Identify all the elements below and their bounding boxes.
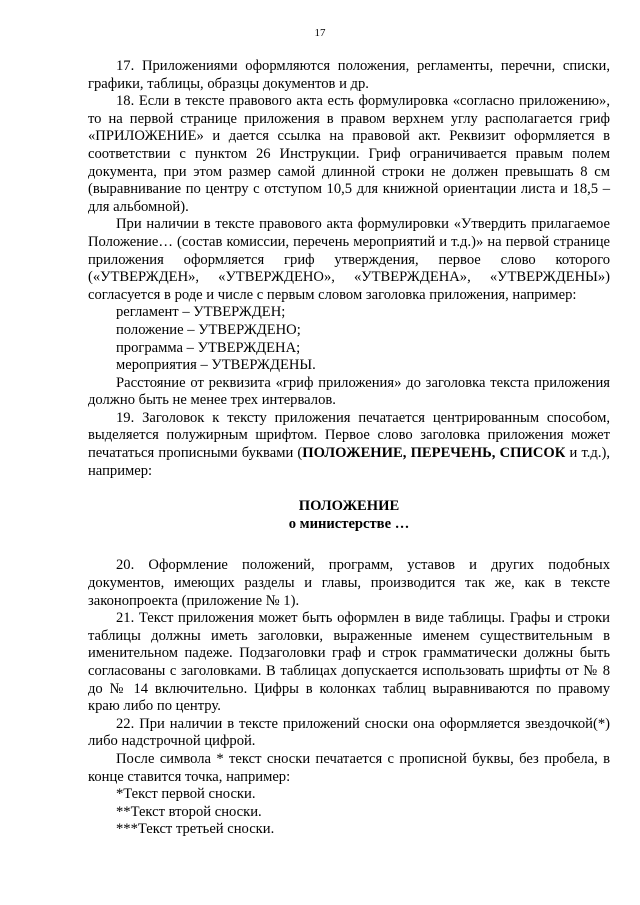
paragraph-19-text-end: и т.д.), например: bbox=[88, 445, 610, 479]
paragraph-17: 17. Приложениями оформляются положения, регламенты, перечни, списки, графики, таблицы, образцы документов и др. bbox=[88, 58, 610, 92]
paragraph-22: 22. При наличии в тексте приложений сноски она оформляется звездочкой(*) либо надстрочной цифрой. bbox=[88, 715, 610, 750]
example-item: регламент – УТВЕРЖДЕН; bbox=[116, 304, 286, 321]
paragraph-19 bbox=[88, 410, 610, 480]
paragraph-21: 21. Текст приложения может быть оформлен в виде таблицы. Графы и строки таблицы должны иметь заголовки, выраженные именем существительным в именительном падеже. Подзаголовки граф и строк грамматически должны быть согласованы с заголовками. В таблицах допускается использовать шрифты от № 8 до № 14 включительно. Цифры в колонках таблиц выравниваются по правому краю либо по центру. bbox=[88, 610, 610, 715]
paragraph-18: 18. Если в тексте правового акта есть формулировка «согласно приложению», то на первой странице приложения в правом верхнем углу располагается гриф «ПРИЛОЖЕНИЕ» и дается ссылка на правовой акт. Реквизит оформляется в соответствии с пунктом 26 Инструкции. Гриф ограничивается правым полем документа, при этом размер самой длинной строки не должен превышать 8 см (выравнивание по центру с отступом 10,5 для книжной ориентации листа и 18,5 – для альбомной). bbox=[88, 93, 610, 215]
example-item: положение – УТВЕРЖДЕНО; bbox=[116, 321, 301, 338]
example-heading-subtitle: о министерстве … bbox=[288, 515, 410, 532]
example-heading-title: ПОЛОЖЕНИЕ bbox=[298, 498, 400, 515]
example-item: мероприятия – УТВЕРЖДЕНЫ. bbox=[116, 357, 316, 374]
paragraph-18-distance: Расстояние от реквизита «гриф приложения» до заголовка текста приложения должно быть не менее трех интервалов. bbox=[88, 374, 610, 409]
footnote-example: ***Текст третьей сноски. bbox=[116, 821, 275, 838]
paragraph-22-footnote-rule: После символа * текст сноски печатается с прописной буквы, без пробела, в конце ставится точка, например: bbox=[88, 750, 610, 785]
footnote-example: **Текст второй сноски. bbox=[116, 803, 262, 820]
footnote-example: *Текст первой сноски. bbox=[116, 786, 256, 803]
paragraph-20: 20. Оформление положений, программ, уставов и других подобных документов, имеющих разделы и главы, производится так же, как в тексте законопроекта (приложение № 1). bbox=[88, 557, 610, 609]
paragraph-19-bold-example: ПОЛОЖЕНИЕ, ПЕРЕЧЕНЬ, СПИСОК bbox=[302, 445, 566, 462]
paragraph-18-approval: При наличии в тексте правового акта формулировки «Утвердить прилагаемое Положение… (состав комиссии, перечень мероприятий и т.д.)» на первой странице приложения оформляется гриф утверждения, первое слово которого («УТВЕРЖДЕН», «УТВЕРЖДЕНО», «УТВЕРЖДЕНА», «УТВЕРЖДЕНЫ») согласуется в роде и числе с первым словом заголовка приложения, например: bbox=[88, 216, 610, 303]
page-number: 17 bbox=[314, 27, 326, 39]
document-body bbox=[88, 58, 610, 839]
example-item: программа – УТВЕРЖДЕНА; bbox=[116, 339, 301, 356]
paragraph-19-text-start: 19. Заголовок к тексту приложения печатается центрированным способом, выделяется полужирным шрифтом. Первое слово заголовка приложения может печататься прописными буквами ( bbox=[88, 409, 610, 462]
